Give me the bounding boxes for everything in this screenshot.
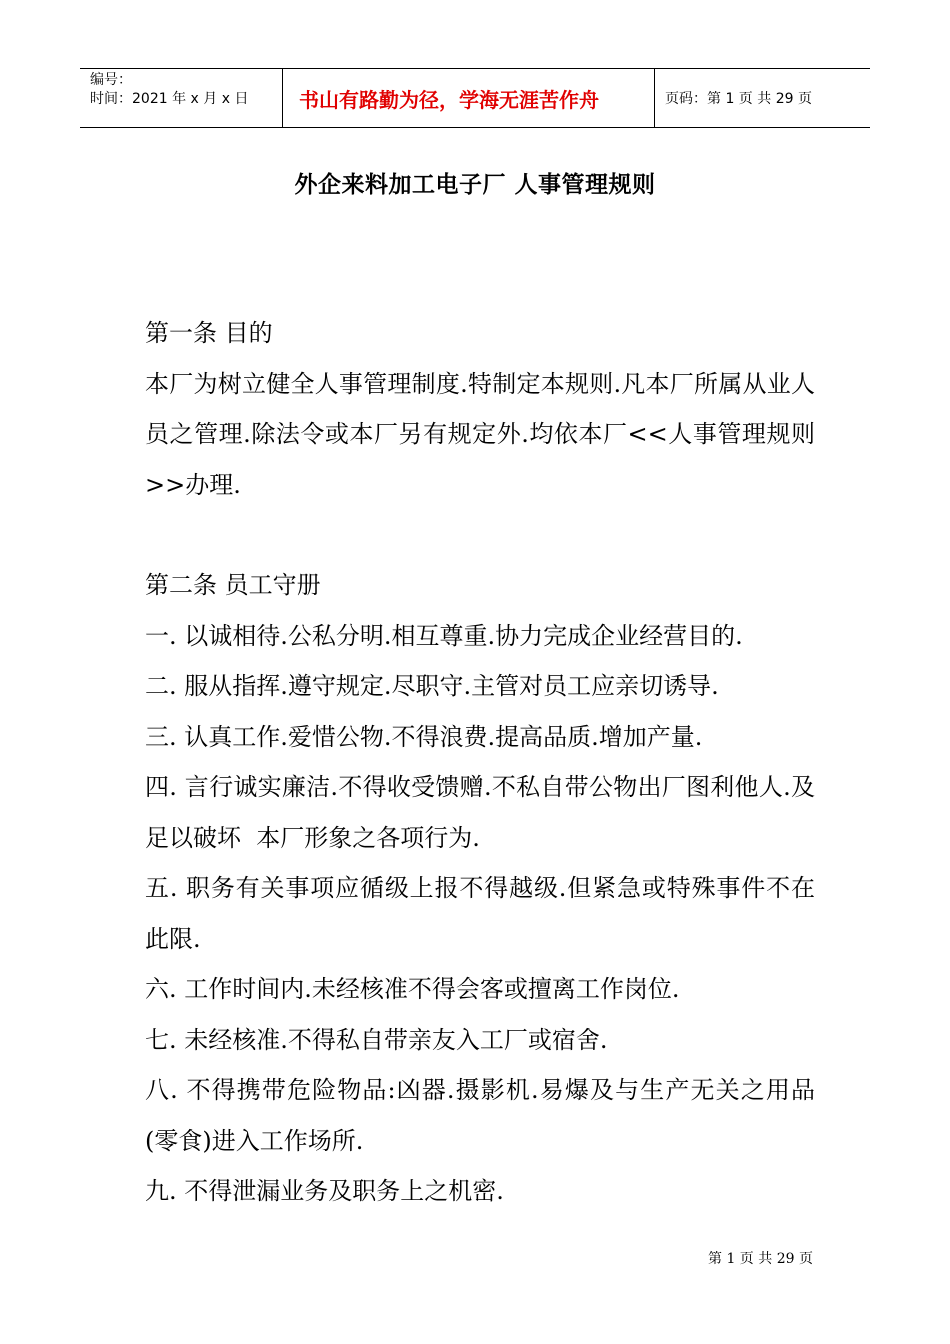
rule-item-7: 七. 未经核准.不得私自带亲友入工厂或宿舍. (145, 1025, 608, 1054)
paragraph-gap (145, 510, 815, 560)
document-title: 外企来料加工电子厂 人事管理规则 (294, 172, 656, 198)
rule-item-1: 一. 以诚相待.公私分明.相互尊重.协力完成企业经营目的. (145, 621, 743, 650)
header-motto-cell (282, 69, 655, 127)
header-page-cell (655, 69, 870, 127)
section-2-heading: 第二条 员工守册 (145, 571, 321, 599)
document-header (80, 68, 870, 128)
rule-item-8: 八. 不得携带危险物品:凶器.摄影机.易爆及与生产无关之用品(零食)进入工作场所. (145, 1076, 815, 1155)
motto-text: 书山有路勤为径，学海无涯苦作舟 (299, 87, 599, 112)
date-label: 时间：2021 年 x 月 x 日 (90, 91, 249, 107)
rule-item-5: 五. 职务有关事项应循级上报不得越级.但紧急或特殊事件不在此限. (145, 874, 815, 953)
header-meta-cell (80, 69, 282, 127)
rule-item-6: 六. 工作时间内.未经核准不得会客或擅离工作岗位. (145, 975, 680, 1003)
rule-item-4: 四. 言行诚实廉洁.不得收受馈赠.不私自带公物出厂图利他人.及足以破坏 本厂形象之各项行为. (145, 773, 815, 852)
serial-label: 编号： (90, 72, 132, 88)
rule-item-3: 三. 认真工作.爱惜公物.不得浪费.提高品质.增加产量. (145, 722, 703, 751)
section-1-body: 本厂为树立健全人事管理制度.特制定本规则.凡本厂所属从业人员之管理.除法令或本厂另有规定外.均依本厂<<人事管理规则>>办理. (145, 369, 815, 499)
section-1-heading: 第一条 目的 (145, 319, 273, 347)
header-page-info: 页码：第 1 页 共 29 页 (665, 91, 812, 107)
document-body (145, 308, 815, 1217)
rule-item-2: 二. 服从指挥.遵守规定.尽职守.主管对员工应亲切诱导. (145, 672, 719, 700)
rule-item-9: 九. 不得泄漏业务及职务上之机密. (145, 1177, 504, 1205)
page-footer: 第 1 页 共 29 页 (708, 1251, 813, 1267)
